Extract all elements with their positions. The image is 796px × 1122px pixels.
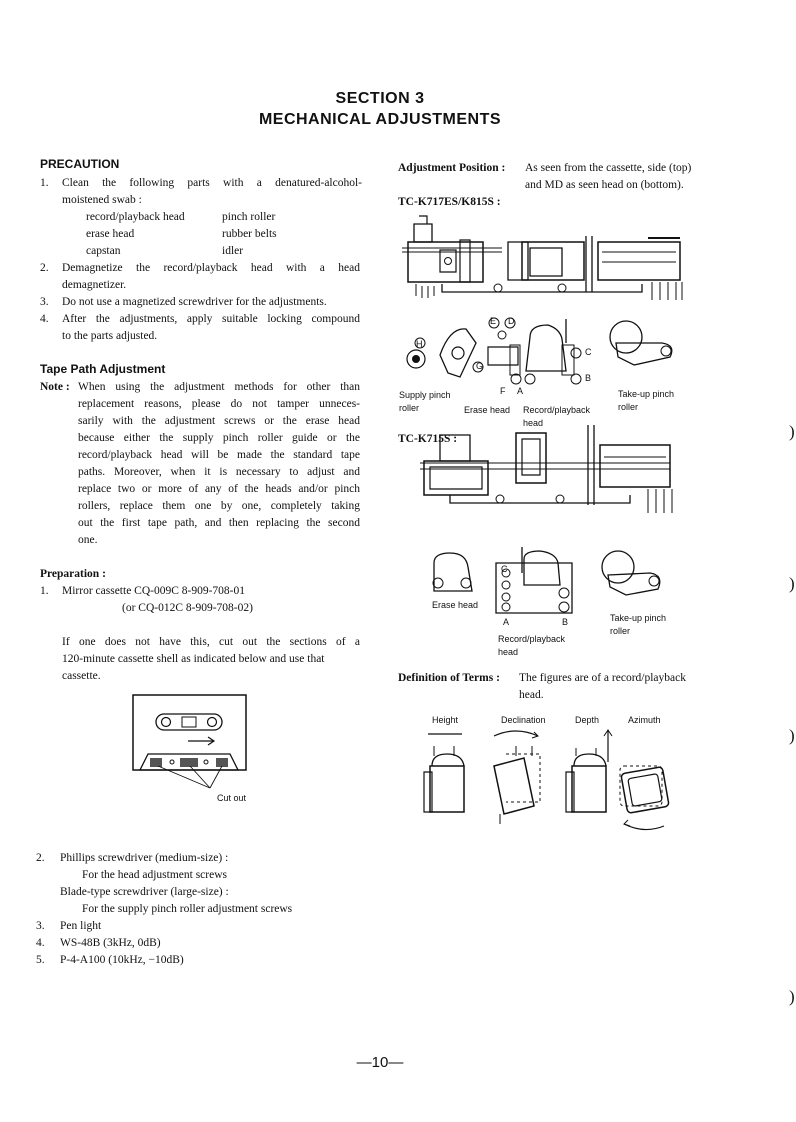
precaution-num-1: 1. [40, 177, 49, 189]
note-line-3: sarily with the adjustment screws or the erase head [78, 415, 360, 427]
mark-c: C [585, 347, 592, 357]
prep-para-3: cassette. [62, 670, 101, 682]
k717-supply-pinch-2: roller [399, 403, 420, 413]
preparation-heading: Preparation : [40, 568, 106, 580]
prep-item-2c: Blade-type screwdriver (large-size) : [60, 886, 229, 898]
prep-item-1b: (or CQ-012C 8-909-708-02) [122, 602, 253, 614]
k717-erase-head: Erase head [464, 405, 511, 415]
k717-head-view [400, 315, 690, 390]
mark-d: D [508, 316, 515, 326]
adjustment-position-line-1: As seen from the cassette, side (top) [525, 162, 692, 174]
mark-e: E [490, 316, 497, 326]
precaution-item-3: Do not use a magnetized screwdriver for the adjustments. [62, 296, 327, 308]
k715-rec-play-2: head [498, 647, 519, 657]
precaution-num-2: 2. [40, 262, 49, 274]
margin-mark-3: ) [789, 726, 795, 745]
margin-mark-1: ) [789, 422, 795, 441]
cut-out-label: Cut out [217, 793, 247, 803]
definition-label: Definition of Terms : [398, 672, 500, 684]
note-label: Note : [40, 381, 70, 393]
tape-path-heading: Tape Path Adjustment [40, 362, 166, 376]
k715-top-view [420, 425, 680, 517]
k715-mark-a: A [503, 617, 510, 627]
term-azimuth: Azimuth [628, 715, 661, 725]
note-line-1: When using the adjustment methods for other than [78, 381, 360, 393]
k715-mark-c: C [501, 564, 508, 574]
term-height: Height [432, 715, 459, 725]
term-declination: Declination [501, 715, 546, 725]
prep-num-2: 2. [36, 852, 45, 864]
prep-item-2: Phillips screwdriver (medium-size) : [60, 852, 229, 864]
adjustment-position-label: Adjustment Position : [398, 162, 506, 174]
part-left-3: capstan [86, 245, 121, 257]
margin-mark-2: ) [789, 574, 795, 593]
k717-rec-play: Record/playback [523, 405, 591, 415]
cassette-figure [130, 690, 250, 805]
k715-title: TC-K715S : [398, 433, 458, 445]
prep-item-2b: For the head adjustment screws [82, 869, 227, 881]
k717-supply-pinch: Supply pinch [399, 390, 451, 400]
precaution-item-2: Demagnetize the record/playback head with a head [62, 262, 360, 274]
k715-takeup-2: roller [610, 626, 631, 636]
k717-title: TC-K717ES/K815S : [398, 196, 501, 208]
mark-g: G [476, 361, 484, 371]
prep-item-2d: For the supply pinch roller adjustment screws [82, 903, 293, 915]
note-line-9: out the first tape path, and then replacing the second [78, 517, 360, 529]
note-line-2: replacement reasons, please do not tamper unneces- [78, 398, 360, 410]
k717-takeup-2: roller [618, 402, 639, 412]
precaution-item-2b: demagnetizer. [62, 279, 127, 291]
prep-item-4: WS-48B (3kHz, 0dB) [60, 937, 161, 949]
precaution-num-3: 3. [40, 296, 49, 308]
note-line-8: rollers, replace them one by one, completely taking [78, 500, 360, 512]
prep-item-5: P-4-A100 (10kHz, −10dB) [60, 954, 184, 966]
prep-para-2: 120-minute cassette shell as indicated below and use that [62, 653, 325, 665]
note-line-10: one. [78, 534, 98, 546]
section-title: SECTION 3 [335, 90, 425, 107]
precaution-heading: PRECAUTION [40, 157, 120, 171]
k715-erase-head: Erase head [432, 600, 479, 610]
prep-item-3: Pen light [60, 920, 102, 932]
part-right-3: idler [222, 245, 244, 257]
part-left-1: record/playback head [86, 211, 185, 223]
k717-rec-play-2: head [523, 418, 544, 428]
definition-line-2: head. [519, 689, 544, 701]
precaution-item-1: Clean the following parts with a denatured-alcohol- [62, 177, 362, 189]
prep-num-3: 3. [36, 920, 45, 932]
prep-num-1: 1. [40, 585, 49, 597]
prep-para-1: If one does not have this, cut out the sections of a [62, 636, 360, 648]
definition-line-1: The figures are of a record/playback [519, 672, 686, 684]
k717-top-view [402, 212, 692, 302]
precaution-item-4: After the adjustments, apply suitable locking compound [62, 313, 360, 325]
part-right-1: pinch roller [222, 211, 276, 223]
note-line-7: replace two or more of any of the heads and/or pinch [78, 483, 360, 495]
mark-b: B [585, 373, 592, 383]
precaution-item-1b: moistened swab : [62, 194, 142, 206]
precaution-item-4b: to the parts adjusted. [62, 330, 158, 342]
page-number: —10— [356, 1054, 404, 1071]
prep-item-1: Mirror cassette CQ-009C 8-909-708-01 [62, 585, 246, 597]
note-line-5: record/playback head will be made the standard tape [78, 449, 360, 461]
k715-rec-play: Record/playback [498, 634, 566, 644]
mark-h: H [416, 339, 423, 349]
term-depth: Depth [575, 715, 600, 725]
part-right-2: rubber belts [222, 228, 277, 240]
k717-takeup: Take-up pinch [618, 389, 675, 399]
precaution-num-4: 4. [40, 313, 49, 325]
mark-a: A [517, 386, 524, 396]
k715-mark-b: B [562, 617, 569, 627]
part-left-2: erase head [86, 228, 135, 240]
section-subtitle: MECHANICAL ADJUSTMENTS [258, 111, 502, 128]
margin-mark-4: ) [789, 987, 795, 1006]
note-line-6: paths. Moreover, when it is necessary to adjust and [78, 466, 360, 478]
prep-num-5: 5. [36, 954, 45, 966]
prep-num-4: 4. [36, 937, 45, 949]
note-line-4: because either the supply pinch roller guide or the [78, 432, 360, 444]
definition-figures [420, 726, 680, 836]
mark-f: F [500, 386, 506, 396]
adjustment-position-line-2: and MD as seen head on (bottom). [525, 179, 684, 191]
k715-takeup: Take-up pinch [610, 613, 667, 623]
